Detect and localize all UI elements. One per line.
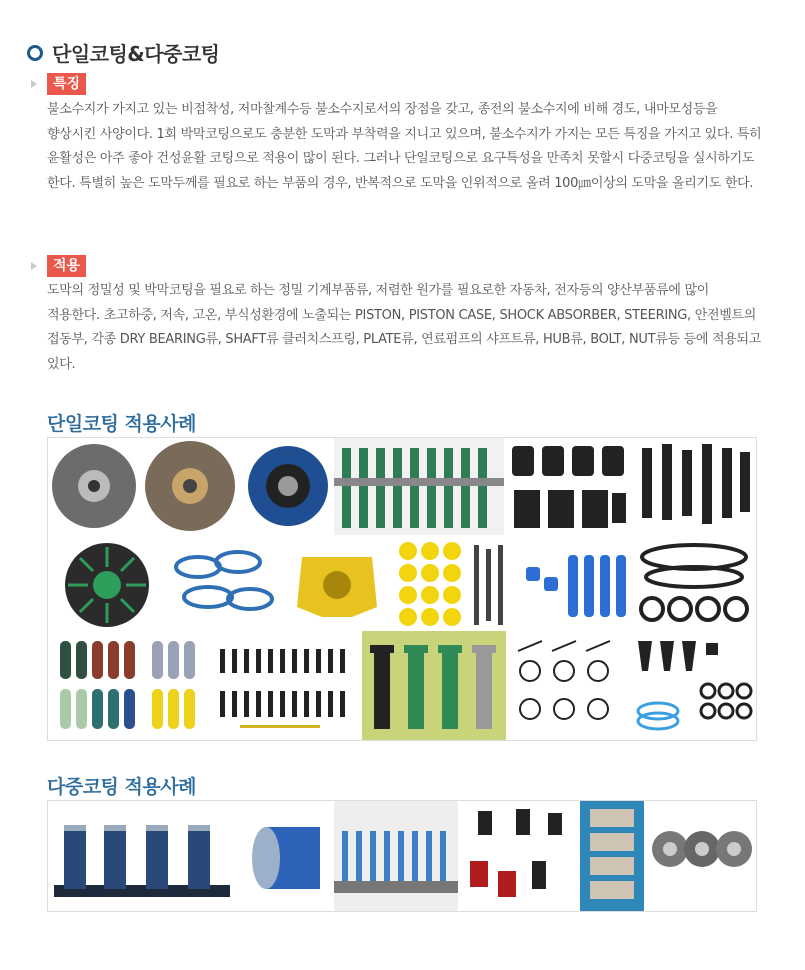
photo-black-bolts	[632, 438, 756, 535]
photo-green-shafts-2	[362, 631, 506, 740]
triangle-bullet-icon	[31, 80, 37, 88]
photo-blue-roller	[236, 801, 332, 911]
features-tag: 특징	[47, 73, 86, 95]
multi-gallery-title: 다중코팅 적용사례	[47, 776, 196, 798]
photo-needle-parts	[334, 801, 458, 911]
circle-bullet-icon	[27, 45, 43, 61]
photo-wire-springs	[508, 631, 626, 740]
single-gallery-title: 단일코팅 적용사례	[47, 413, 196, 435]
single-gallery	[47, 437, 757, 741]
photo-slotted-disc	[48, 537, 166, 629]
photo-black-pins	[210, 631, 360, 740]
features-text: 불소수지가 가지고 있는 비점착성, 저마찰계수등 불소수지로서의 장점을 갖고, 종전의 불소수지에 비해 경도, 내마모성등을 향상시킨 사양이다. 1회 박막코팅으로도 충분한 도막과 부착력을 지니고 있으며, 불소수지가 가지는 모든 특징을 가지고 있다. 특히 윤활성은 아주 좋아 건성윤활 코팅으로 적용이 많이 된다. 그러나 단일코팅으로 요구특성을 만족치 못할시 다중코팅을 실시하기도 한다. 특별히 높은 도막두께를 필요로 하는 부품의 경우, 반복적으로 도막을 인위적으로 올려 100㎛이상의 도막을 올리기도 한다.	[47, 102, 762, 191]
photo-black-rings	[634, 537, 756, 629]
photo-grey-rollers	[646, 801, 756, 911]
page-title: 단일코팅&다중코팅	[52, 42, 220, 66]
photo-blue-bushings	[580, 801, 644, 911]
section-heading	[27, 38, 220, 67]
photo-black-brackets	[506, 438, 630, 535]
photo-blue-pistons	[48, 801, 234, 911]
photo-blue-coil-springs	[168, 537, 280, 629]
triangle-bullet-icon	[31, 262, 37, 270]
features-tag-row	[31, 73, 86, 95]
photo-green-shafts	[334, 438, 504, 535]
photo-yellow-caliper	[282, 537, 392, 629]
photo-yellow-nuts	[394, 537, 514, 629]
multi-gallery	[47, 800, 757, 912]
application-tag: 적용	[47, 255, 86, 277]
photo-brake-discs	[48, 438, 332, 535]
photo-blue-rollers	[516, 537, 632, 629]
photo-black-clips-rings	[628, 631, 756, 740]
application-text: 도막의 정밀성 및 박막코팅을 필요로 하는 정밀 기계부품류, 저렴한 원가를 필요로한 자동차, 전자등의 양산부품류에 많이 적용한다. 초고하중, 저속, 고온, 부식성환경에 노출되는 PISTON, PISTON CASE, SHOCK ABSORBER, STEERING, 안전벨트의 접동부, 각종 DRY BEARING류, SHAFT류 클러치스프링, PLATE류, 연료펌프의 샤프트류, HUB류, BOLT, NUT류등 등에 적용되고 있다.	[47, 283, 761, 372]
application-tag-row	[31, 255, 86, 277]
photo-red-black-fittings	[460, 801, 578, 911]
photo-colored-rollers	[48, 631, 208, 740]
